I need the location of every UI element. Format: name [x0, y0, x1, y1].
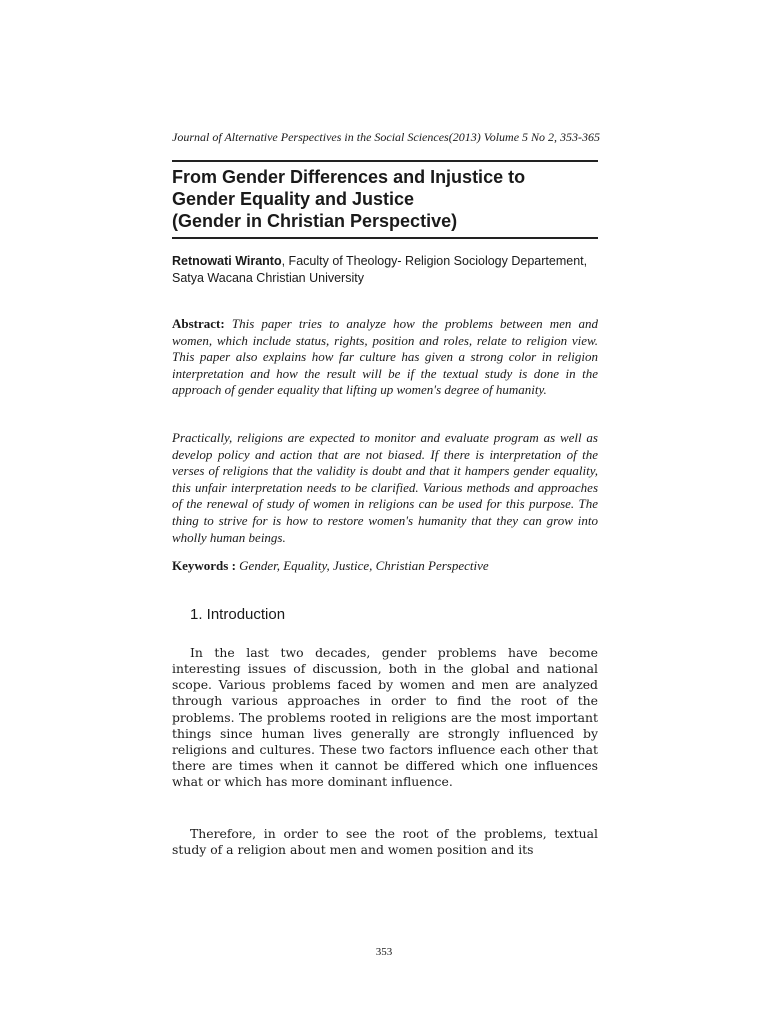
abstract-label: Abstract: — [172, 316, 225, 331]
journal-citation: Journal of Alternative Perspectives in the Social Sciences(2013) Volume 5 No 2, 353-365 — [172, 130, 601, 144]
page-number: 353 — [375, 946, 393, 958]
author-affiliation: , Faculty of Theology- Religion Sociology Departement, Satya Wacana Christian University — [172, 254, 588, 285]
paper-title — [172, 166, 598, 232]
title-line: From Gender Differences and Injustice to — [172, 167, 526, 187]
abstract-paragraph — [172, 316, 598, 399]
keywords-text: Gender, Equality, Justice, Christian Perspective — [235, 558, 489, 573]
title-line: Gender Equality and Justice — [172, 189, 415, 209]
title-line: (Gender in Christian Perspective) — [172, 211, 458, 231]
keywords-line — [172, 558, 598, 574]
title-bottom-rule — [172, 237, 598, 239]
abstract-paragraph-2: Practically, religions are expected to monitor and evaluate program as well as develop policy and action that are not biased. If there is interpretation of the verses of religions that the validity is doubt and that it hampers gender equality, this unfair interpretation needs to be clarified. Various methods and approaches of the renewal of study of women in religions can be used for this purpose. The thing to strive for is how to restore women's humanity that they can grow into wholly human beings. — [172, 430, 598, 545]
body-paragraph: Therefore, in order to see the root of the problems, textual study of a religion about men and women position and its — [172, 826, 598, 858]
section-heading-introduction: 1. Introduction — [190, 606, 286, 623]
author-block — [172, 253, 598, 287]
keywords-label: Keywords : — [172, 558, 236, 573]
title-top-rule — [172, 160, 598, 162]
body-paragraph: In the last two decades, gender problems have become interesting issues of discussion, both in the global and national scope. Various problems faced by women and men are analyzed through various approaches in order to find the root of the problems. The problems rooted in religions are the most important things since human lives generally are strongly influenced by religions and cultures. These two factors influence each other that there are times when it cannot be differed which one influences what or which has more dominant influence. — [172, 645, 598, 790]
author-name: Retnowati Wiranto — [172, 254, 282, 268]
abstract-text: This paper tries to analyze how the problems between men and women, which include status, rights, position and roles, relate to religion view. This paper also explains how far culture has given a strong color in religion interpretation and how the result will be if the textual study is done in the approach of gender equality that lifting up women's degree of humanity. — [172, 316, 599, 398]
